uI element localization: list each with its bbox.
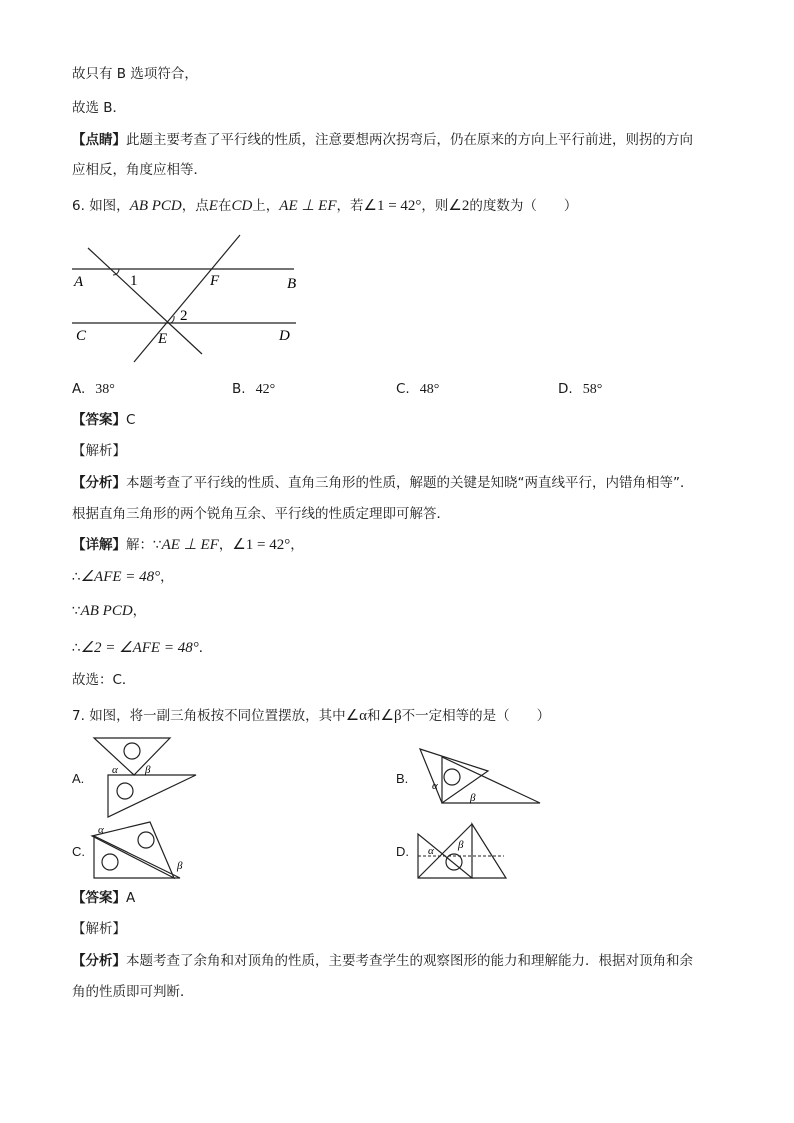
q7-d-beta: β [458,839,464,851]
q6-option-c-letter: C. [396,381,410,397]
q7-option-c-figure [88,820,198,882]
q6-angle-1: ∠1 = 42° [363,198,422,214]
q7-number: 7. [72,708,85,724]
q6-detail-tag: 【详解】 [72,537,126,553]
q7-option-d-figure [414,820,514,882]
q7-stem-text-c: 不一定相等的是（ ） [401,708,551,724]
q6-line-cd: CD [231,198,253,214]
q7-fenxi-line-1 [72,951,693,971]
q7-a-alpha: α [112,764,118,776]
q6-stem-text-f: ，则 [421,198,449,214]
q6-answer-value: C [126,412,136,428]
line-ef [134,235,240,362]
q6-number: 6. [72,198,85,214]
q7-analysis-tag: 【解析】 [72,921,126,937]
q6-option-a-letter: A. [72,381,86,397]
label-f: F [210,273,220,289]
q7-answer-value: A [126,890,136,906]
q6-ae-perp-ef: AE ⊥ EF [279,198,337,214]
q6-step-1-therefore: ∴ [72,569,81,585]
label-d: D [279,328,290,344]
q6-step-2-expr: AB PCD [80,603,133,619]
q7-option-b-label[interactable]: B. [396,771,409,786]
q6-angle-2: ∠2 [448,198,470,214]
q6-conclusion: 故选：C． [72,672,136,688]
label-e: E [158,331,168,347]
comment-tag: 【点睛】 [72,132,126,148]
q7-angle-beta: ∠β [380,708,402,724]
q6-option-b-value: 42° [255,382,276,397]
q7-fenxi-tag: 【分析】 [72,953,126,969]
q7-option-c-label[interactable]: C. [72,844,85,859]
q6-point-e: E [208,198,218,214]
q6-option-b[interactable] [232,379,275,400]
q6-stem-text-g: 的度数为（ ） [469,198,578,214]
q7-option-b-figure [414,745,544,807]
comment-text-1: 此题主要考查了平行线的性质，注意要想两次拐弯后，仍在原来的方向上平行前进，则拐的方向 [126,132,693,148]
q7-d-alpha: α [428,845,434,857]
q6-stem-text-c: 在 [217,198,232,214]
q7-stem [72,706,550,726]
label-b: B [287,276,297,292]
q7-fenxi-line-2: 角的性质即可判断． [72,984,194,1000]
q6-detail-angle-1: ∠1 = 42° [232,537,291,553]
q6-figure [66,232,316,372]
q6-stem [72,196,577,216]
q6-option-d-letter: D. [558,381,573,397]
label-2: 2 [180,308,188,324]
q6-detail-c: ， [218,537,233,553]
q6-fenxi-line-1 [72,473,694,493]
q6-ab-parallel-cd: AB PCD [129,198,182,214]
q6-option-a[interactable] [72,379,115,400]
q6-step-2-because: ∵ [72,603,81,619]
q7-c-alpha: α [98,824,104,836]
q7-b-alpha: α [432,780,438,792]
q6-step-2 [72,601,146,621]
q6-stem-text-a: 如图， [89,198,130,214]
prev-comment-line-2: 应相反，角度应相等． [72,162,207,178]
q6-option-c[interactable] [396,379,439,400]
q7-angle-alpha: ∠α [345,708,367,724]
prev-line-1: 故只有 B 选项符合， [72,66,198,82]
q7-option-d-label[interactable]: D. [396,844,409,859]
q6-detail-a: 解：∵ [126,537,162,553]
q7-answer [72,888,135,908]
q6-step-2-end: ， [132,603,147,619]
label-a: A [74,274,84,290]
q6-option-d-value: 58° [582,382,603,397]
q6-stem-text-b: ，点 [181,198,209,214]
q6-analysis-tag: 【解析】 [72,443,126,459]
q6-step-3-therefore: ∴ [72,640,81,656]
q6-step-3-expr: ∠2 = ∠AFE = 48° [80,640,199,656]
q6-fenxi-line-2: 根据直角三角形的两个锐角互余、平行线的性质定理即可解答． [72,506,450,522]
q7-fenxi-text-1: 本题考查了余角和对顶角的性质，主要考查学生的观察图形的能力和理解能力．根据对顶角和余 [126,953,693,969]
q7-b-beta: β [470,792,476,804]
q6-option-c-value: 48° [419,382,440,397]
q7-c-beta: β [177,860,183,872]
q6-stem-text-e: ，若 [336,198,364,214]
q7-option-a-label[interactable]: A. [72,771,85,786]
label-1: 1 [130,273,138,289]
q6-option-d[interactable] [558,379,602,400]
q6-step-1 [72,567,174,587]
q6-step-1-expr: ∠AFE = 48° [80,569,161,585]
q6-detail-line [72,535,304,555]
q6-answer-tag: 【答案】 [72,412,126,428]
q7-answer-tag: 【答案】 [72,890,126,906]
q6-fenxi-tag: 【分析】 [72,475,126,491]
label-c: C [76,328,87,344]
q6-fenxi-text-1: 本题考查了平行线的性质、直角三角形的性质，解题的关键是知晓“两直线平行，内错角相等”． [126,475,694,491]
q6-stem-text-d: 上， [252,198,280,214]
q7-stem-text-b: 和 [367,708,381,724]
q7-stem-text-a: 如图，将一副三角板按不同位置摆放，其中 [89,708,346,724]
prev-line-2: 故选 B． [72,100,127,116]
q6-detail-ae-perp-ef: AE ⊥ EF [161,537,219,553]
q6-answer [72,410,135,430]
prev-comment-line-1 [72,130,693,150]
q7-a-beta: β [145,764,151,776]
q6-option-a-value: 38° [95,382,115,397]
q7-option-a-figure [90,735,200,821]
q6-detail-e: ， [290,537,304,553]
q6-step-3 [72,638,212,658]
q6-step-1-end: ， [160,569,174,585]
q6-step-3-end: ． [198,640,213,656]
q6-option-b-letter: B. [232,381,246,397]
